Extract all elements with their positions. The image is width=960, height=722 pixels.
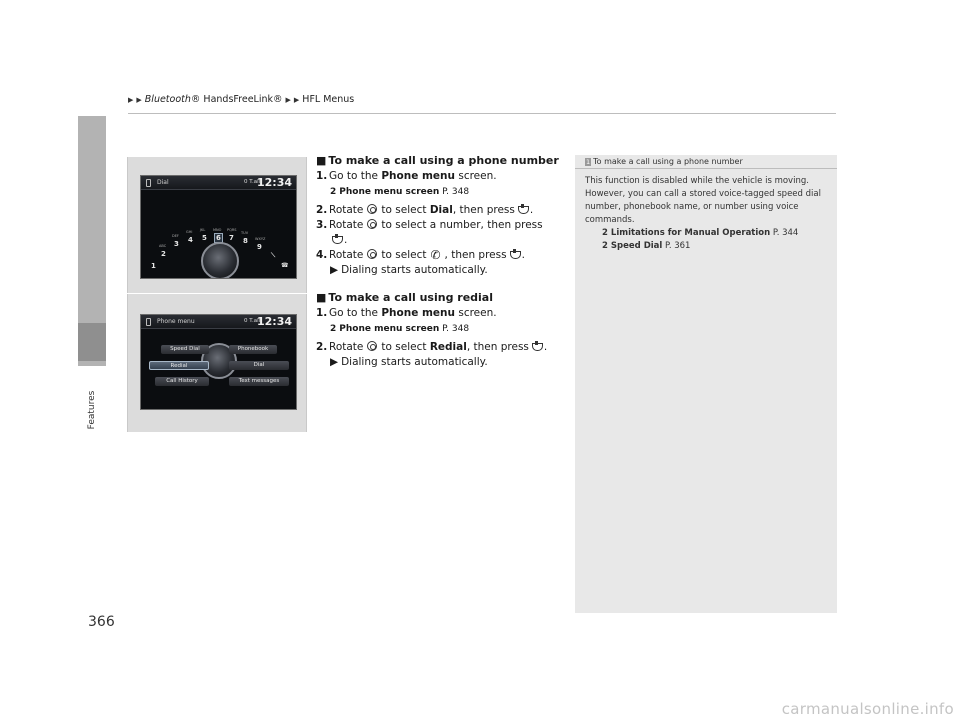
- result-chevron-icon: ▶: [330, 264, 339, 276]
- menu-item-phonebook: Phonebook: [229, 345, 277, 354]
- reference-arrow-icon: 2: [330, 324, 337, 334]
- breadcrumb-triangle-icon: ▶: [285, 95, 291, 104]
- press-knob-icon: [510, 249, 519, 259]
- step: 1. Go to the Phone menu screen.: [316, 170, 497, 182]
- signal-status: 0 T.all: [244, 179, 261, 185]
- press-knob-icon: [518, 204, 527, 214]
- dial-key-6-selected: MNO 6: [213, 228, 222, 242]
- breadcrumb: [128, 94, 354, 105]
- dial-screen-display: [140, 175, 297, 279]
- screen-header: [141, 315, 296, 329]
- step: 4. Rotate to select ✆ , then press .: [316, 248, 525, 262]
- dial-key-7: PQRS 7: [227, 228, 237, 242]
- dial-key-2: ABC 2: [159, 244, 167, 258]
- side-note-body: [585, 175, 831, 253]
- rotate-knob-icon: [367, 341, 377, 351]
- step: 2. Rotate to select Redial, then press .: [316, 341, 548, 353]
- screen-header: [141, 176, 296, 190]
- dial-screen-illustration: [127, 157, 307, 293]
- reference-arrow-icon: 2: [602, 241, 608, 251]
- rotate-knob-icon: [367, 249, 377, 259]
- dial-key-4: GHI 4: [186, 230, 193, 244]
- dial-key-8: TUV 8: [241, 231, 249, 245]
- dial-key-3: DEF 3: [172, 234, 179, 248]
- screen-clock: 12:34: [256, 315, 292, 328]
- step: 2. Rotate to select Dial, then press .: [316, 204, 534, 216]
- step: 3. Rotate to select a number, then press .: [316, 219, 543, 246]
- cross-reference[interactable]: 2 Phone menu screen P. 348: [330, 187, 470, 197]
- phone-menu-screen-illustration: [127, 294, 307, 432]
- section-square-icon: ■: [316, 291, 327, 304]
- breadcrumb-triangle-icon: ▶: [128, 95, 134, 104]
- menu-item-call-history: Call History: [155, 377, 209, 386]
- section-heading-phone-number: ■ To make a call using a phone number: [316, 154, 559, 167]
- page-number: 366: [88, 614, 115, 630]
- step: 1. Go to the Phone menu screen.: [316, 307, 497, 319]
- side-note-heading: 1 To make a call using a phone number: [575, 155, 837, 169]
- chapter-tab-marker: [78, 323, 106, 361]
- section-square-icon: ■: [316, 154, 327, 167]
- rotate-knob-icon: [367, 204, 377, 214]
- selector-knob-icon: [201, 242, 239, 279]
- screen-title: Dial: [157, 179, 169, 186]
- press-knob-icon: [332, 234, 341, 244]
- phone-icon: [146, 318, 151, 326]
- cross-reference[interactable]: 2 Phone menu screen P. 348: [330, 324, 470, 334]
- reference-arrow-icon: 2: [602, 228, 608, 238]
- main-instructions: [316, 153, 566, 370]
- phone-menu-screen-display: [140, 314, 297, 410]
- dial-key-5: JKL 5: [200, 228, 207, 242]
- rotate-knob-icon: [367, 219, 377, 229]
- screen-title: Phone menu: [157, 318, 195, 325]
- chapter-tab-label: Features: [87, 390, 97, 430]
- result-chevron-icon: ▶: [330, 356, 339, 368]
- breadcrumb-triangle-icon: ▶: [136, 95, 142, 104]
- dial-key-9: WXYZ 9: [255, 237, 266, 251]
- signal-status: 0 T.all: [244, 318, 261, 324]
- side-note-text: This function is disabled while the vehicle is moving. However, you can call a stored voice-tagged speed dial number, phonebook name, or number using voice commands.: [585, 176, 821, 225]
- breadcrumb-item-hfl-menus: HFL Menus: [302, 94, 355, 105]
- watermark: carmanualsonline.info: [781, 700, 954, 718]
- menu-item-redial-selected: Redial: [149, 361, 209, 370]
- side-note: [575, 155, 837, 613]
- screen-clock: 12:34: [256, 176, 292, 189]
- cross-reference[interactable]: 2 Limitations for Manual Operation P. 344: [602, 228, 799, 238]
- menu-item-speed-dial: Speed Dial: [161, 345, 209, 354]
- dial-key-1: 1: [151, 262, 156, 270]
- step-result: ▶ Dialing starts automatically.: [330, 356, 488, 368]
- header-divider: [128, 113, 836, 114]
- breadcrumb-triangle-icon: ▶: [293, 95, 300, 104]
- phone-icon: [146, 179, 151, 187]
- menu-item-text-messages: Text messages: [229, 377, 289, 386]
- dial-dash-icon: ⟍: [271, 252, 276, 259]
- breadcrumb-item-bluetooth: Bluetooth® HandsFreeLink®: [144, 94, 283, 105]
- press-knob-icon: [532, 341, 541, 351]
- reference-arrow-icon: 2: [330, 187, 337, 197]
- menu-item-dial: Dial: [229, 361, 289, 370]
- section-heading-redial: ■ To make a call using redial: [316, 291, 494, 304]
- step-result: ▶ Dialing starts automatically.: [330, 264, 488, 276]
- cross-reference[interactable]: 2 Speed Dial P. 361: [602, 241, 691, 251]
- call-icon: ✆: [430, 248, 441, 262]
- call-icon: ☎: [281, 262, 289, 269]
